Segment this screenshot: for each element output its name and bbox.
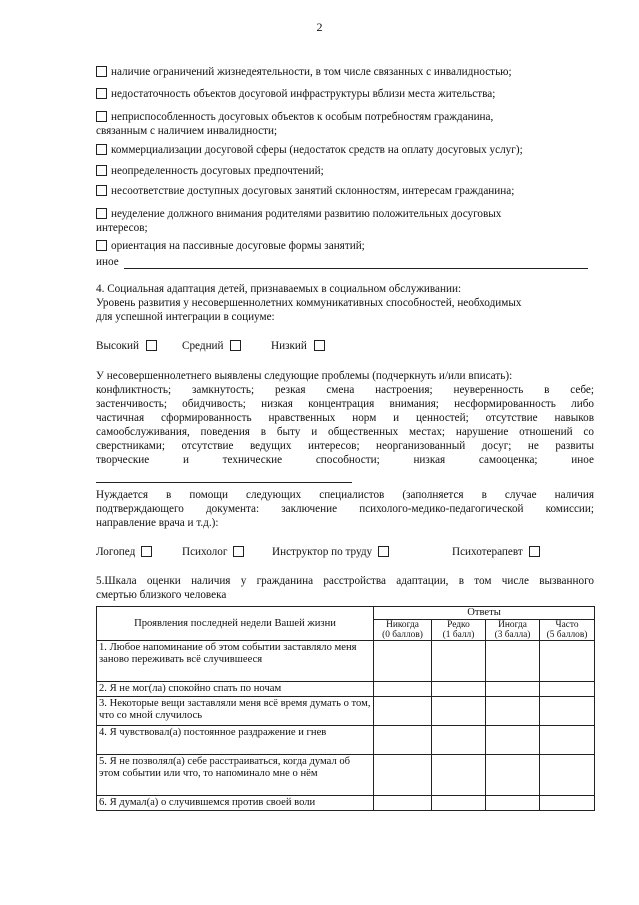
problems-fill-line[interactable]	[96, 482, 352, 483]
table-row	[97, 755, 595, 796]
checklist-item	[96, 208, 594, 221]
answer-cell[interactable]	[432, 641, 486, 682]
answer-cell[interactable]	[432, 697, 486, 726]
checkbox[interactable]	[96, 66, 107, 77]
level-question-line: для успешной интеграции в социуме:	[96, 311, 275, 323]
section-5-title-cont: смертью близкого человека	[96, 589, 227, 601]
answer-cell[interactable]	[540, 726, 595, 755]
row-statement: 3. Некоторые вещи заставляли меня всё время думать о том, что со мной случилось	[97, 697, 374, 726]
specialist-label: Психолог	[182, 546, 228, 558]
level-label: Низкий	[271, 340, 307, 352]
specialist-label: Инструктор по труду	[272, 546, 373, 558]
answer-cell[interactable]	[432, 796, 486, 811]
level-option-high	[96, 340, 161, 352]
checklist-item	[96, 165, 594, 178]
answer-cell[interactable]	[540, 697, 595, 726]
level-label: Высокий	[96, 340, 139, 352]
checklist-item	[96, 66, 594, 79]
answer-cell[interactable]	[374, 697, 432, 726]
answer-cell[interactable]	[432, 682, 486, 697]
answer-cell[interactable]	[432, 726, 486, 755]
checklist-item	[96, 240, 594, 253]
checklist-label: неприспособленность досуговых объектов к особым потребностям гражданина,	[111, 111, 494, 123]
checklist-label: недостаточность объектов досуговой инфраструктуры вблизи места жительства;	[111, 88, 496, 100]
checkbox[interactable]	[314, 340, 325, 351]
answer-cell[interactable]	[374, 682, 432, 697]
column-header-manifestations: Проявления последней недели Вашей жизни	[97, 607, 374, 641]
answer-cell[interactable]	[486, 726, 540, 755]
specialist-speech-therapist	[96, 546, 156, 558]
needs-line: направление врача и т.д.):	[96, 517, 219, 529]
answer-cell[interactable]	[540, 796, 595, 811]
checklist-label: коммерциализации досуговой сферы (недостаток средств на оплату досуговых услуг);	[111, 144, 523, 156]
problems-intro: У несовершеннолетнего выявлены следующие проблемы (подчеркнуть и/или вписать):	[96, 370, 513, 382]
answer-cell[interactable]	[374, 796, 432, 811]
needs-line: подтверждающего документа: заключение психолого-медико-педагогической комиссии;	[96, 503, 594, 515]
checklist-item	[96, 185, 594, 198]
checkbox[interactable]	[146, 340, 157, 351]
checkbox[interactable]	[96, 165, 107, 176]
answer-cell[interactable]	[540, 641, 595, 682]
answer-cell[interactable]	[374, 755, 432, 796]
table-row	[97, 796, 595, 811]
checklist-continuation: интересов;	[96, 222, 148, 234]
checkbox[interactable]	[141, 546, 152, 557]
level-label: Средний	[182, 340, 224, 352]
checkbox[interactable]	[96, 240, 107, 251]
checklist-label: наличие ограничений жизнедеятельности, в том числе связанных с инвалидностью;	[111, 66, 512, 78]
answer-cell[interactable]	[374, 726, 432, 755]
row-statement: 5. Я не позволял(а) себе расстраиваться, когда думал об этом событии или что, то напоминало мне о нём	[97, 755, 374, 796]
level-question-line: Уровень развития у несовершеннолетних коммуникативных способностей, необходимых	[96, 297, 522, 309]
needs-line: Нуждается в помощи следующих специалистов (заполняется в случае наличия	[96, 489, 594, 501]
checklist-label: неопределенность досуговых предпочтений;	[111, 165, 324, 177]
adaptation-scale-table	[96, 606, 595, 811]
checkbox[interactable]	[378, 546, 389, 557]
problems-line: частичная сформированность нравственных норм и ценностей; отсутствие навыков	[96, 412, 594, 424]
problems-line-last: творческие и технические способности; низкая самооценка; иное	[96, 454, 594, 466]
row-statement: 2. Я не мог(ла) спокойно спать по ночам	[97, 682, 374, 697]
row-statement: 4. Я чувствовал(а) постоянное раздражение и гнев	[97, 726, 374, 755]
specialist-psychotherapist	[452, 546, 544, 558]
answer-cell[interactable]	[486, 641, 540, 682]
other-fill-line[interactable]	[124, 268, 588, 269]
table-row	[97, 726, 595, 755]
checkbox[interactable]	[233, 546, 244, 557]
table-row	[97, 641, 595, 682]
specialist-label: Психотерапевт	[452, 546, 523, 558]
problems-line: конфликтность; замкнутость; резкая смена настроения; неуверенность в себе;	[96, 384, 594, 396]
column-header-answers: Ответы	[374, 607, 595, 620]
answer-header-often: Часто (5 баллов)	[540, 620, 595, 641]
checklist-label: неуделение должного внимания родителями развитию положительных досуговых	[111, 208, 502, 220]
other-label: иное	[96, 256, 119, 268]
specialist-psychologist	[182, 546, 248, 558]
checklist-label: ориентация на пассивные досуговые формы занятий;	[111, 240, 365, 252]
specialist-labor-instructor	[272, 546, 393, 558]
checkbox[interactable]	[96, 144, 107, 155]
answer-cell[interactable]	[540, 682, 595, 697]
problems-line: сверстниками; отсутствие ведущих интересов; неорганизованный досуг; не развиты	[96, 440, 594, 452]
answer-header-sometimes: Иногда (3 балла)	[486, 620, 540, 641]
checkbox[interactable]	[96, 185, 107, 196]
table-row	[97, 697, 595, 726]
answer-cell[interactable]	[540, 755, 595, 796]
answer-cell[interactable]	[374, 641, 432, 682]
checkbox[interactable]	[96, 111, 107, 122]
answer-header-never: Никогда (0 баллов)	[374, 620, 432, 641]
checklist-item	[96, 144, 594, 157]
section-5-title: 5.Шкала оценки наличия у гражданина расстройства адаптации, в том числе вызванного	[96, 575, 594, 587]
section-4-title: 4. Социальная адаптация детей, признаваемых в социальном обслуживании:	[96, 283, 462, 295]
checkbox[interactable]	[529, 546, 540, 557]
level-option-low	[271, 340, 329, 352]
page-number: 2	[316, 20, 323, 34]
answer-cell[interactable]	[486, 682, 540, 697]
answer-cell[interactable]	[432, 755, 486, 796]
answer-cell[interactable]	[486, 755, 540, 796]
checkbox[interactable]	[230, 340, 241, 351]
answer-cell[interactable]	[486, 796, 540, 811]
checklist-continuation: связанным с наличием инвалидности;	[96, 125, 278, 137]
checkbox[interactable]	[96, 88, 107, 99]
checklist-item	[96, 88, 594, 101]
problems-line: самообслуживания, поведения в быту и общественных местах; нарушение отношений со	[96, 426, 594, 438]
checklist-item	[96, 111, 594, 124]
answer-cell[interactable]	[486, 697, 540, 726]
row-statement: 6. Я думал(а) о случившемся против своей воли	[97, 796, 374, 811]
checklist-label: несоответствие доступных досуговых занятий склонностям, интересам гражданина;	[111, 185, 515, 197]
row-statement: 1. Любое напоминание об этом событии заставляло меня заново переживать всё случившееся	[97, 641, 374, 682]
problems-line: застенчивость; обидчивость; низкая концентрация внимания; несформированность либо	[96, 398, 594, 410]
specialist-label: Логопед	[96, 546, 136, 558]
answer-header-rarely: Редко (1 балл)	[432, 620, 486, 641]
checkbox[interactable]	[96, 208, 107, 219]
table-row	[97, 682, 595, 697]
level-option-medium	[182, 340, 245, 352]
